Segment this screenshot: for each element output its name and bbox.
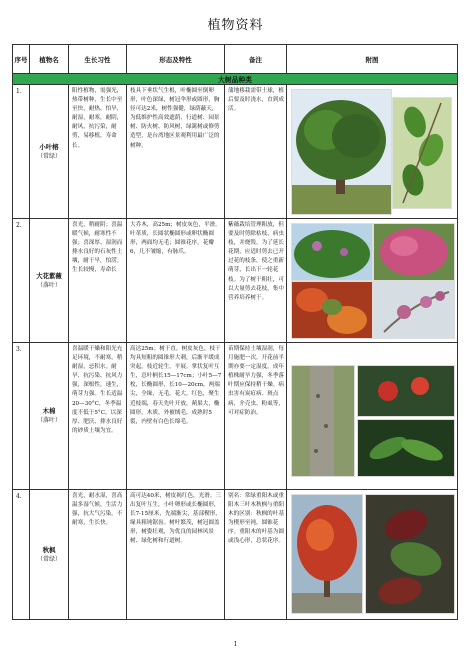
plant-habit: 喜温暖干燥和阳光充足环境，不耐寒，稍耐湿，忌积水。耐旱，抗污染、抗风力强，深根性，速生，萌芽力强。生长适温20—30°C，冬季温度不低于5°C，以深厚、肥沃、排水良好的砂质土壤为宜。 xyxy=(69,343,127,490)
row-num: 3. xyxy=(13,343,30,490)
plant-habit: 喜光，稍耐阴；喜温暖气候，耐寒性不强；喜深厚、湿润而排水良好的石灰性土壤，耐干旱，怕涝。生长较慢，寿命长 xyxy=(69,219,127,343)
page-number: 1 xyxy=(233,641,238,648)
header-habit: 生长习性 xyxy=(69,45,127,74)
plant-form: 高可达40米，树皮褐红色，光滑。三出复叶互生，小叶卵形或长椭圆形，长7-15厘米，先端渐尖，基部楔形，缘具粗钝锯齿。树叶繁茂，树冠圆盖形，树姿壮观，为优良的园林风景树、绿化树和行道树。 xyxy=(127,490,225,620)
page-title: 植物资料 xyxy=(207,18,264,33)
plant-images xyxy=(287,343,458,490)
plant-form: 高达25m；树干直，树皮灰色，枝干均具短粗的圆锥形大刺，后渐平缓成突起。枝近轮生，平展。掌状复叶互生，总叶柄长15—17cm；小叶5—7枚，长椭圆形，长10—20cm，两端尖，全缘，无毛，花大，红色，聚生近枝端，春天先叶开放，蒴果大，椭圆形，木质，外被绒毛，成熟时5裂，内壁有白色长绵毛。 xyxy=(127,343,225,490)
plant-name xyxy=(30,490,69,620)
plant-habit: 喜光，耐水湿，喜高温多湿气候，生活力强，抗大气污染，不耐寒，生长快。 xyxy=(69,490,127,620)
table-row xyxy=(13,219,458,343)
category-row xyxy=(13,74,458,85)
plant-name-text: 木棉 xyxy=(42,407,56,415)
plant-remark: 别名：常绿重阳木或重阳木三叶木秋枫与重阳木的区别：秋枫的叶基为楔形至钝，圆锥花序。重阳木的叶基为圆或浅心形，总状花序。 xyxy=(225,490,287,620)
header-num: 序号 xyxy=(13,45,30,74)
plant-remark: 苗期保持土壤湿润，每月施肥一次。开花前半期亦要一定湿度。成年植株耐旱力强，冬季落叶期应保持稍干燥。病虫害有炭疽病、斑点病，介壳虫、粉虱等，可对症防治。 xyxy=(225,343,287,490)
leaf-photo xyxy=(365,494,455,614)
plant-remark: 蒲地移栽需带土球，植后要及时浇水，直到成活。 xyxy=(225,85,287,219)
plant-images xyxy=(287,490,458,620)
plant-images xyxy=(287,219,458,343)
plant-alias: （常绿） xyxy=(36,555,61,563)
plant-alias: （落叶） xyxy=(36,281,61,289)
tree-photo xyxy=(291,89,392,215)
category-label: 大树品种类 xyxy=(13,74,458,85)
table-row xyxy=(13,343,458,490)
leaf-photo xyxy=(357,419,455,477)
header-image: 附图 xyxy=(287,45,458,74)
header-name: 植物名 xyxy=(30,45,69,74)
tree-photo xyxy=(291,494,363,614)
table-row xyxy=(13,85,458,219)
plant-name-text: 秋枫 xyxy=(42,545,56,554)
row-num: 1. xyxy=(13,85,30,219)
plant-images xyxy=(287,85,458,219)
table-row xyxy=(13,490,458,620)
plant-alias: （落叶） xyxy=(36,417,61,424)
plant-alias: （常绿） xyxy=(36,152,61,160)
header-remark: 备注 xyxy=(225,45,287,74)
leaf-photo xyxy=(392,97,452,209)
flower-photo xyxy=(357,365,455,417)
plant-remark: 紫薇栽培管理粗放，但要及时剪除枯枝、病虫枝，并烧毁。为了延长花期，应适时剪去已开过花的枝条，使之重新萌芽，长出下一轮花枝。为了树干粗壮，可以大量剪去花枝，集中营养培养树干。 xyxy=(225,219,287,343)
flower-photo xyxy=(373,223,455,281)
plant-name-text: 大花紫薇 xyxy=(36,271,62,280)
plant-table xyxy=(12,44,458,620)
plant-name xyxy=(30,85,69,219)
foliage-photo xyxy=(291,281,373,339)
plant-form: 大乔木，高25m；树皮灰色，平滑。叶革质，长圆状椭圆形或卵状椭圆形，两面均无毛；圆锥花序，花瓣6，几不皱缩，有脉爪。 xyxy=(127,219,225,343)
header-row xyxy=(13,45,458,74)
tree-photo xyxy=(291,223,373,281)
plant-name-text: 小叶榕 xyxy=(39,142,59,151)
row-num: 2. xyxy=(13,219,30,343)
plant-habit: 阳性植物，需强光，热带树种，生长中至至快，耐热、怕旱，耐湿，耐寒，耐阴，耐风，抗污染，耐剪，易移植，寿命长。 xyxy=(69,85,127,219)
header-form: 形态及特性 xyxy=(127,45,225,74)
row-num: 4. xyxy=(13,490,30,620)
trunk-photo xyxy=(291,365,355,477)
plant-name xyxy=(30,343,69,490)
plant-name xyxy=(30,219,69,343)
blossom-photo xyxy=(373,281,455,339)
plant-form: 枝具下垂状气生根，叶椭圆至倒卵形，叶色深绿，树冠伞形或圆形，胸径可达2米，树性强健，绿荫蔽天，为低维护性高效遮荫、行道树、园景树、防火树、防风树，绿篱树或修剪造型，是台湾地区景观利用最广泛的树种。 xyxy=(127,85,225,219)
